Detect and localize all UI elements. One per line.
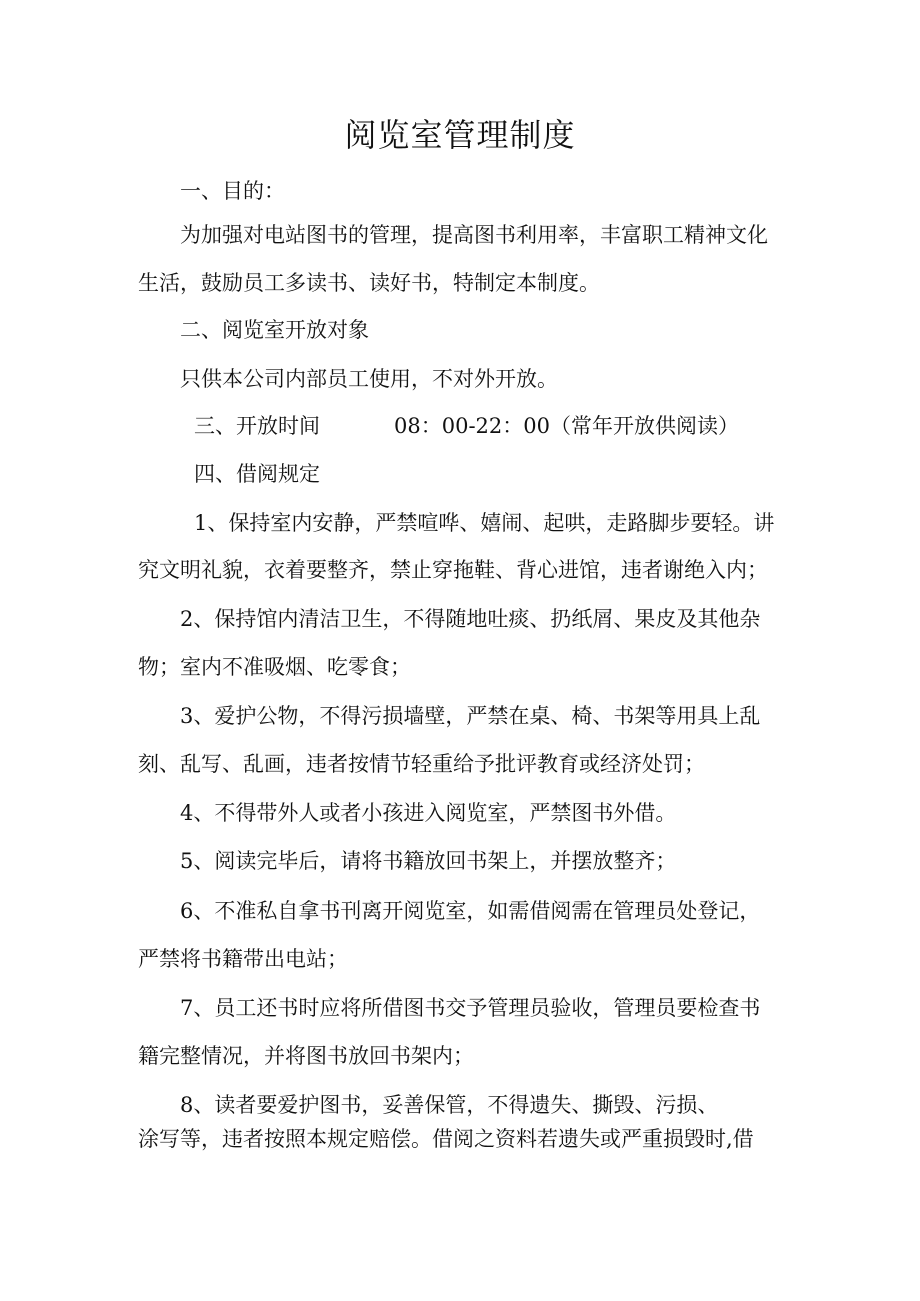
purpose-text-line-2: 生活，鼓励员工多读书、读好书，特制定本制度。	[138, 271, 600, 295]
rule-6-line-1: 6、不准私自拿书刊离开阅览室，如需借阅需在管理员处登记，	[180, 899, 761, 923]
rule-1-line-1: 1、保持室内安静，严禁喧哗、嬉闹、起哄，走路脚步要轻。讲	[194, 511, 775, 535]
rule-8-line-2: 涂写等，违者按照本规定赔偿。借阅之资料若遗失或严重损毁时,借	[138, 1127, 754, 1151]
rule-5-text: 5、阅读完毕后，请将书籍放回书架上，并摆放整齐；	[180, 849, 677, 873]
section-hours-heading: 三、开放时间	[194, 414, 320, 438]
section-purpose-heading: 一、目的：	[180, 179, 285, 203]
rule-8-line-1: 8、读者要爱护图书，妥善保管，不得遗失、撕毁、污损、	[180, 1093, 719, 1117]
rule-7-line-1: 7、员工还书时应将所借图书交予管理员验收，管理员要检查书	[180, 996, 761, 1020]
rule-7-line-2: 籍完整情况，并将图书放回书架内；	[138, 1044, 474, 1068]
audience-text: 只供本公司内部员工使用，不对外开放。	[180, 367, 558, 391]
rule-1-line-2: 究文明礼貌，衣着要整齐，禁止穿拖鞋、背心进馆，违者谢绝入内；	[138, 558, 768, 582]
section-audience-heading: 二、阅览室开放对象	[180, 318, 369, 342]
rule-6-line-2: 严禁将书籍带出电站；	[138, 947, 348, 971]
rule-3-line-2: 刻、乱写、乱画，违者按情节轻重给予批评教育或经济处罚；	[138, 752, 705, 776]
rule-4-text: 4、不得带外人或者小孩进入阅览室，严禁图书外借。	[180, 801, 677, 825]
section-borrowing-heading: 四、借阅规定	[194, 462, 320, 486]
rule-2-line-1: 2、保持馆内清洁卫生，不得随地吐痰、扔纸屑、果皮及其他杂	[180, 607, 761, 631]
document-title: 阅览室管理制度	[344, 116, 576, 154]
section-hours-line	[194, 411, 739, 441]
purpose-text-line-1: 为加强对电站图书的管理，提高图书利用率，丰富职工精神文化	[180, 223, 768, 247]
rule-3-line-1: 3、爱护公物，不得污损墙壁，严禁在桌、椅、书架等用具上乱	[180, 704, 761, 728]
opening-hours-value: 08：00-22：00（常年开放供阅读）	[394, 414, 739, 438]
rule-2-line-2: 物；室内不准吸烟、吃零食；	[138, 655, 411, 679]
